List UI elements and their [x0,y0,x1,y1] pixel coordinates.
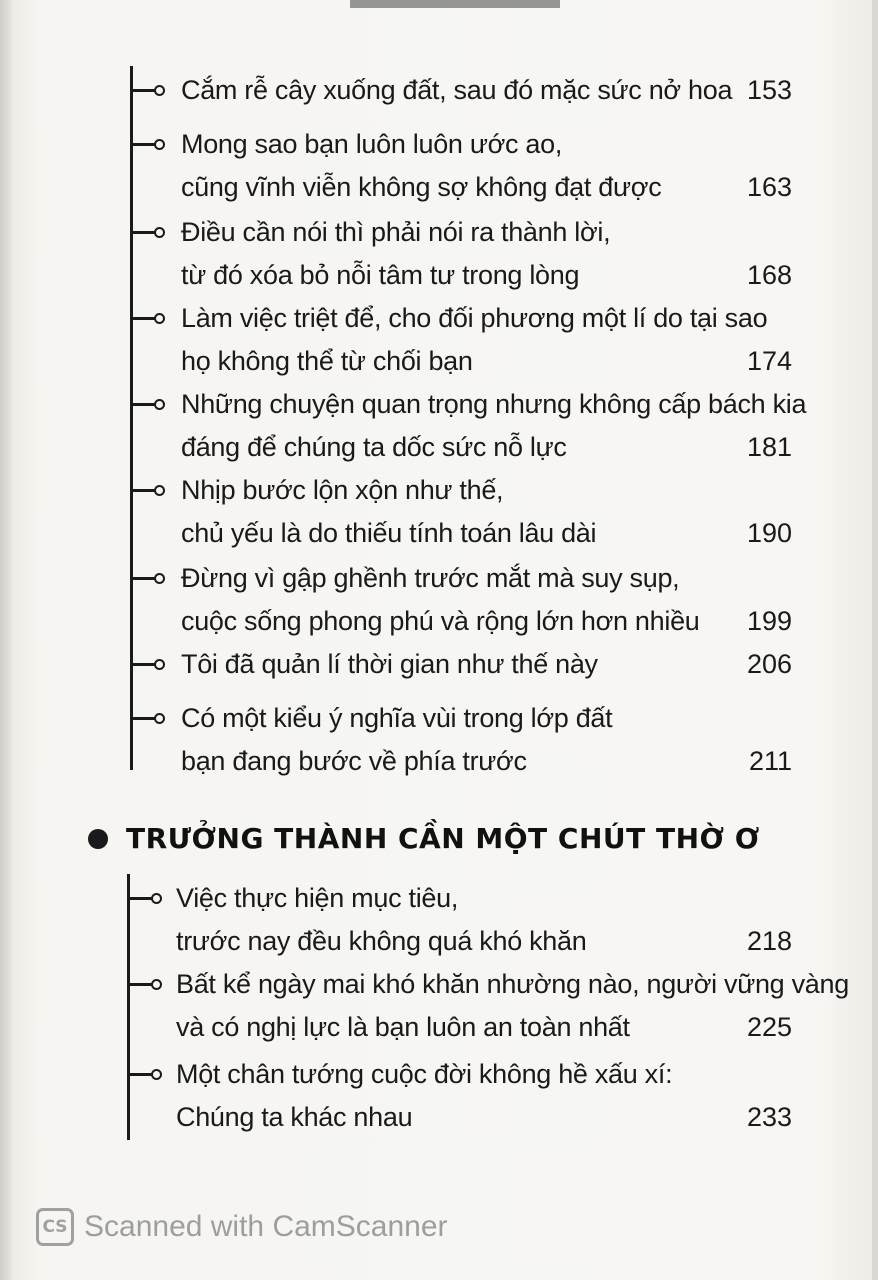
toc-entry-title-line: Việc thực hiện mục tiêu, [176,883,459,913]
circle-node-icon [154,485,165,496]
toc-connector [130,317,156,320]
page-edge [872,0,878,1280]
camscanner-watermark [36,1208,448,1246]
toc-connector [130,231,156,234]
section-heading [88,822,760,855]
toc-entry-title-line: trước nay đều không quá khó khăn [176,926,587,956]
toc-connector [130,717,156,720]
toc-page-number: 163 [746,172,792,202]
toc-entry-title-line: Làm việc triệt để, cho đối phương một lí do tại sao [181,303,768,333]
toc-connector [127,983,153,986]
toc-entry-title-line: Chúng ta khác nhau [176,1102,413,1132]
toc-page-number: 233 [746,1102,792,1132]
toc-entry-title-line: Tôi đã quản lí thời gian như thế này [181,649,598,679]
toc-page-number: 174 [746,346,792,376]
camscanner-logo-icon: CS [36,1208,74,1246]
toc-connector [127,1073,153,1076]
circle-node-icon [151,893,162,904]
bullet-icon [88,829,108,849]
toc-connector [127,897,153,900]
spine-shadow [0,0,14,1280]
circle-node-icon [154,85,165,96]
circle-node-icon [154,313,165,324]
circle-node-icon [154,713,165,724]
toc-page-number: 153 [746,75,792,105]
toc-entry-title-line: Một chân tướng cuộc đời không hề xấu xí: [176,1059,673,1089]
circle-node-icon [154,573,165,584]
toc-entry-title-line: Cắm rễ cây xuống đất, sau đó mặc sức nở hoa [181,75,733,105]
top-edge-mark [350,0,560,8]
circle-node-icon [154,139,165,150]
toc-vertical-line [127,874,130,1140]
toc-entry-title-line: Bất kể ngày mai khó khăn nhường nào, người vững vàng [176,969,849,999]
toc-entry-title-line: cuộc sống phong phú và rộng lớn hơn nhiều [181,606,700,636]
circle-node-icon [151,1069,162,1080]
toc-connector [130,89,156,92]
toc-page-number: 225 [746,1012,792,1042]
toc-entry-title-line: Mong sao bạn luôn luôn ước ao, [181,129,563,159]
toc-connector [130,403,156,406]
toc-entry-title-line: Điều cần nói thì phải nói ra thành lời, [181,217,611,247]
toc-connector [130,489,156,492]
toc-entry-title-line: từ đó xóa bỏ nỗi tâm tư trong lòng [181,260,580,290]
toc-page-number: 211 [748,746,792,776]
toc-entry-title-line: Nhịp bước lộn xộn như thế, [181,475,504,505]
toc-entry-title-line: chủ yếu là do thiếu tính toán lâu dài [181,518,597,548]
toc-entry-title-line: Những chuyện quan trọng nhưng không cấp bách kia [181,389,807,419]
circle-node-icon [151,979,162,990]
toc-page-number: 206 [746,649,792,679]
toc-page-number: 199 [746,606,792,636]
circle-node-icon [154,227,165,238]
toc-entry-title-line: và có nghị lực là bạn luôn an toàn nhất [176,1012,630,1042]
toc-entry-title-line: họ không thể từ chối bạn [181,346,473,376]
watermark-text: Scanned with CamScanner [84,1210,448,1243]
toc-entry-title-line: Đừng vì gập ghềnh trước mắt mà suy sụp, [181,563,680,593]
toc-entry-title-line: cũng vĩnh viễn không sợ không đạt được [181,172,662,202]
toc-entry-title-line: bạn đang bước về phía trước [181,746,527,776]
toc-page-number: 168 [746,260,792,290]
toc-entry-title-line: đáng để chúng ta dốc sức nỗ lực [181,432,567,462]
toc-page-number: 190 [746,518,792,548]
toc-connector [130,577,156,580]
toc-page-number: 181 [746,432,792,462]
toc-entry-title-line: Có một kiểu ý nghĩa vùi trong lớp đất [181,703,613,733]
circle-node-icon [154,659,165,670]
toc-connector [130,663,156,666]
toc-page-number: 218 [746,926,792,956]
section-title: TRƯỞNG THÀNH CẦN MỘT CHÚT THỜ Ơ [126,822,760,855]
circle-node-icon [154,399,165,410]
toc-connector [130,143,156,146]
